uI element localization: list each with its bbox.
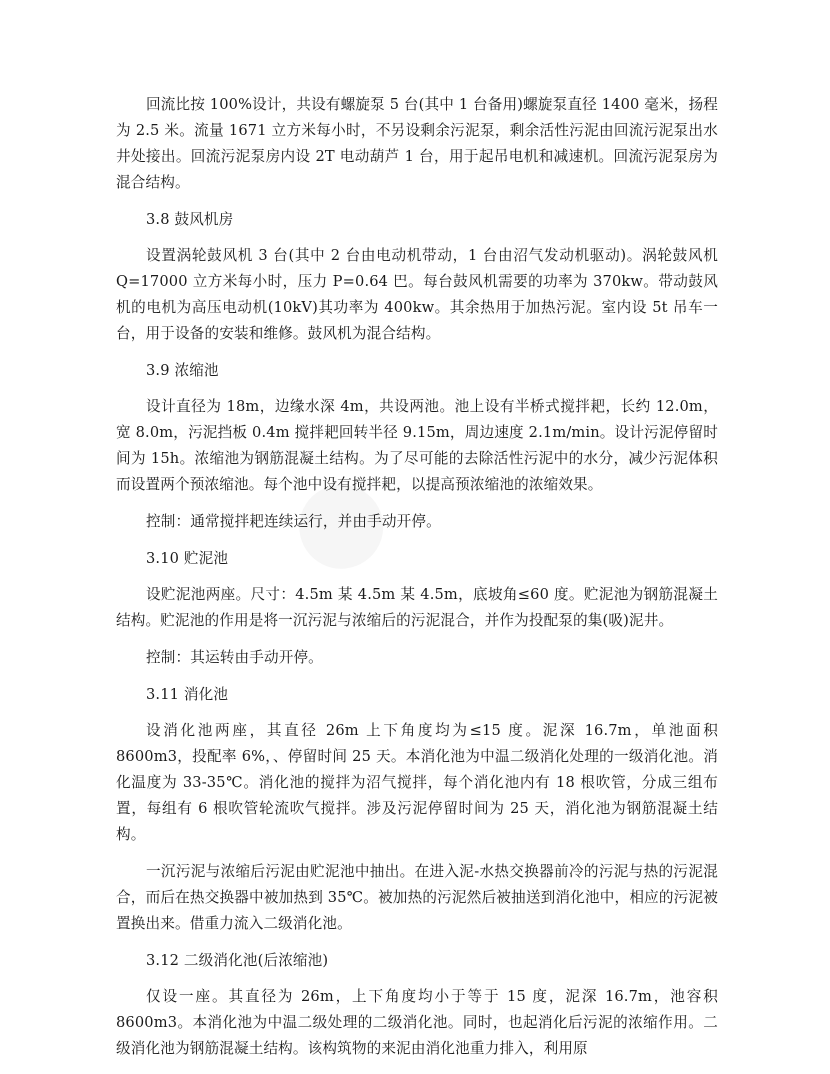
paragraph-return-sludge-pump: 回流比按 100%设计，共设有螺旋泵 5 台(其中 1 台备用)螺旋泵直径 1400 毫米，扬程为 2.5 米。流量 1671 立方米每小时，不另设剩余污泥泵，剩余活性污泥由回流污泥泵出水井处接出。回流污泥泵房内设 2T 电动葫芦 1 台，用于起吊电机和减速机。回流污泥泵房为混合结构。 <box>116 96 718 191</box>
paragraph-blower-room: 设置涡轮鼓风机 3 台(其中 2 台由电动机带动，1 台由沼气发动机驱动)。涡轮鼓风机 Q=17000 立方米每小时，压力 P=0.64 巴。每台鼓风机需要的功率为 370kw。带动鼓风机的电机为高压电动机(10kV)其功率为 400kw。其余热用于加热污泥。室内设 5t 吊车一台，用于设备的安装和维修。鼓风机为混合结构。 <box>116 247 718 342</box>
paragraph-sludge-storage: 设贮泥池两座。尺寸：4.5m 某 4.5m 某 4.5m，底坡角≤60 度。贮泥池为钢筋混凝土结构。贮泥池的作用是将一沉污泥与浓缩后的污泥混合，并作为投配泵的集(吸)泥井。 <box>116 586 718 629</box>
section-heading-3-11: 3.11 消化池 <box>146 686 229 703</box>
paragraph-digester: 设消化池两座，其直径 26m 上下角度均为≤15 度。泥深 16.7m，单池面积 8600m3，投配率 6%，、停留时间 25 天。本消化池为中温二级消化处理的一级消化池。消化温度为 33-35℃。消化池的搅拌为沼气搅拌，每个消化池内有 18 根吹管，分成三组布置，每组有 6 根吹管轮流吹气搅拌。涉及污泥停留时间为 25 天，消化池为钢筋混凝土结构。 <box>116 722 718 843</box>
paragraph-thickener-control: 控制：通常搅拌耙连续运行，并由手动开停。 <box>146 513 441 530</box>
section-heading-3-10: 3.10 贮泥池 <box>146 550 229 567</box>
section-heading-3-9: 3.9 浓缩池 <box>146 362 219 379</box>
paragraph-digester-flow: 一沉污泥与浓缩后污泥由贮泥池中抽出。在进入泥-水热交换器前冷的污泥与热的污泥混合，而后在热交换器中被加热到 35℃。被加热的污泥然后被抽送到消化池中，相应的污泥被置换出来。借重力流入二级消化池。 <box>116 863 718 932</box>
section-heading-3-8: 3.8 鼓风机房 <box>146 211 234 228</box>
paragraph-secondary-digester: 仅设一座。其直径为 26m，上下角度均小于等于 15 度，泥深 16.7m，池容积 8600m3。本消化池为中温二级处理的二级消化池。同时，也起消化后污泥的浓缩作用。二级消化池为钢筋混凝土结构。该构筑物的来泥由消化池重力排入，利用原 <box>116 988 718 1057</box>
document-body <box>116 92 718 1073</box>
paragraph-thickener: 设计直径为 18m，边缘水深 4m，共设两池。池上设有半桥式搅拌耙，长约 12.0m，宽 8.0m，污泥挡板 0.4m 搅拌耙回转半径 9.15m，周边速度 2.1m/min。设计污泥停留时间为 15h。浓缩池为钢筋混凝土结构。为了尽可能的去除活性污泥中的水分，减少污泥体积而设置两个预浓缩池。每个池中设有搅拌耙，以提高预浓缩池的浓缩效果。 <box>116 398 718 493</box>
paragraph-sludge-storage-control: 控制：其运转由手动开停。 <box>146 649 323 666</box>
section-heading-3-12: 3.12 二级消化池(后浓缩池) <box>146 952 329 969</box>
